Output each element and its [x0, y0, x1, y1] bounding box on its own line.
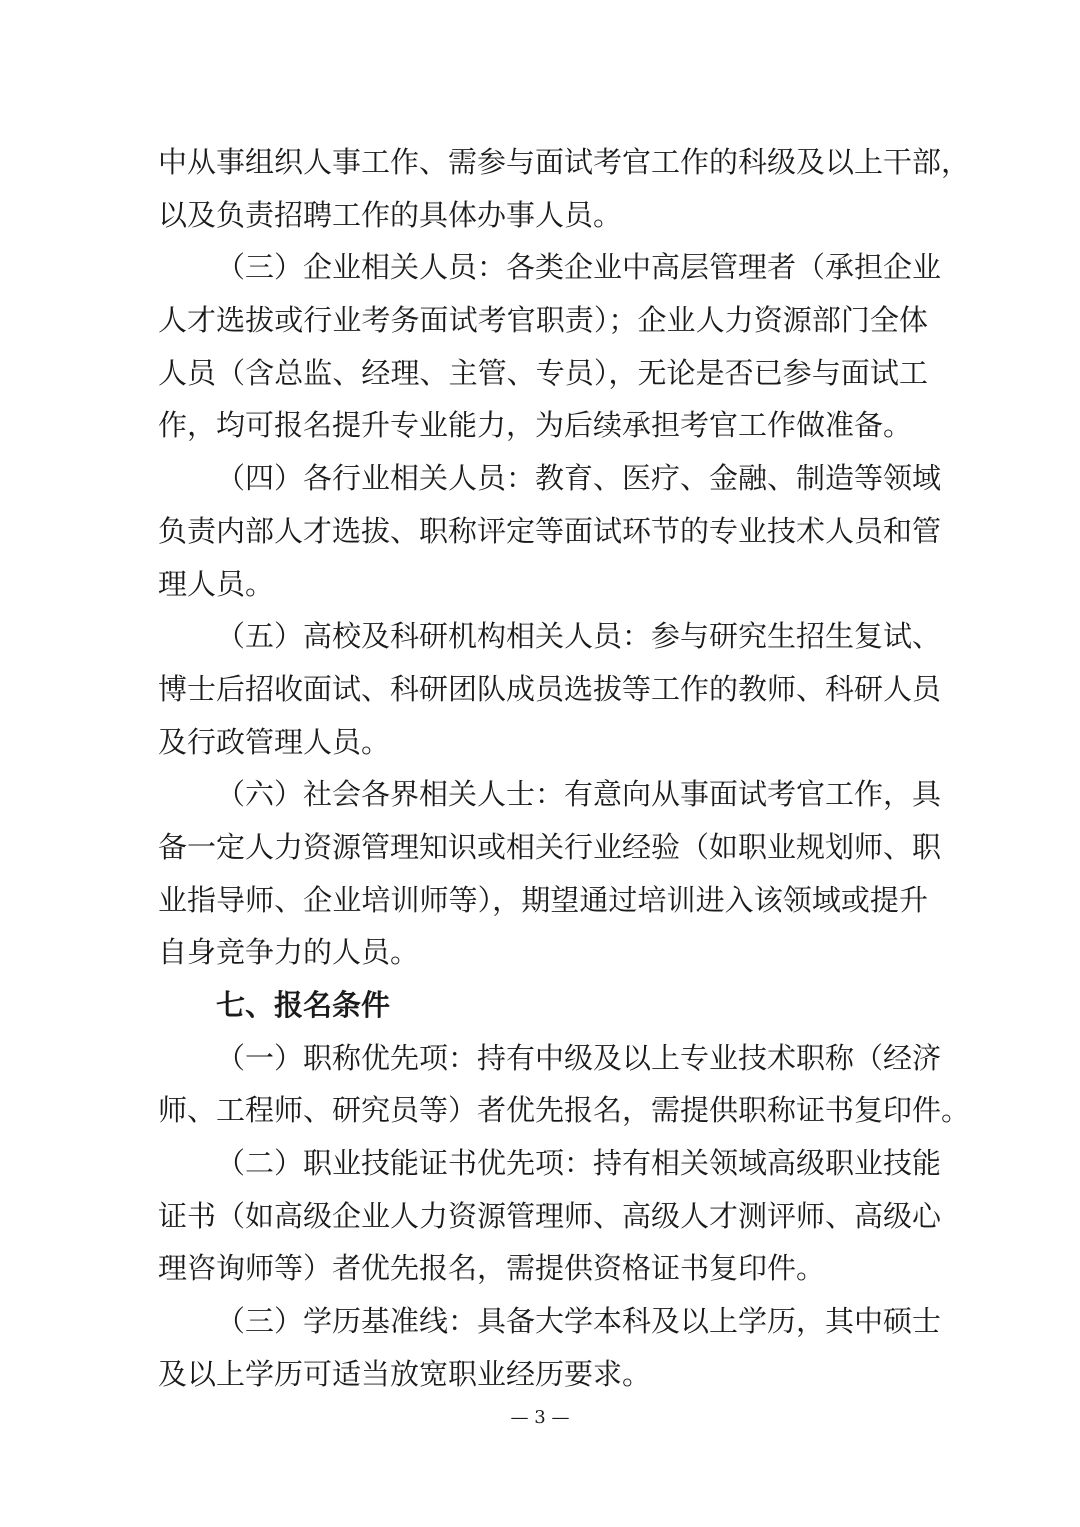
text-line: 理人员。	[158, 566, 275, 601]
text-line: 及行政管理人员。	[158, 724, 391, 759]
text-line: 中从事组织人事工作、需参与面试考官工作的科级及以上干部，	[158, 145, 971, 179]
paragraph-certificate-priority	[158, 1137, 942, 1295]
text-line: 及以上学历可适当放宽职业经历要求。	[158, 1356, 652, 1391]
text-line: （六）社会各界相关人士：有意向从事面试考官工作，具	[216, 777, 942, 812]
text-line: 以及负责招聘工作的具体办事人员。	[158, 197, 623, 232]
document-body	[158, 136, 971, 1401]
text-line: （五）高校及科研机构相关人员：参与研究生招生复试、	[216, 619, 942, 654]
paragraph-title-priority	[158, 1032, 971, 1137]
text-line: 人员（含总监、经理、主管、专员），无论是否已参与面试工	[158, 355, 928, 390]
paragraph-enterprise-personnel	[158, 241, 942, 452]
section-heading: 七、报名条件	[216, 988, 391, 1022]
paragraph-education-baseline	[158, 1295, 942, 1400]
text-line: 理咨询师等）者优先报名，需提供资格证书复印件。	[158, 1251, 826, 1286]
text-line: （三）企业相关人员：各类企业中高层管理者（承担企业	[216, 250, 942, 285]
paragraph-public-personnel	[158, 768, 942, 979]
text-line: 博士后招收面试、科研团队成员选拔等工作的教师、科研人员	[158, 671, 942, 706]
text-line: （二）职业技能证书优先项：持有相关领域高级职业技能	[216, 1146, 942, 1181]
text-line: 作，均可报名提升专业能力，为后续承担考官工作做准备。	[158, 408, 913, 443]
paragraph-industry-personnel	[158, 452, 942, 610]
text-line: 负责内部人才选拔、职称评定等面试环节的专业技术人员和管	[158, 513, 942, 548]
text-line: 自身竞争力的人员。	[158, 935, 420, 970]
page-number: — 3 —	[510, 1407, 570, 1428]
text-line: （一）职称优先项：持有中级及以上专业技术职称（经济	[216, 1040, 942, 1075]
text-line: 人才选拔或行业考务面试考官职责）；企业人力资源部门全体	[158, 303, 928, 338]
text-line: （三）学历基准线：具备大学本科及以上学历，其中硕士	[216, 1304, 942, 1339]
text-line: 证书（如高级企业人力资源管理师、高级人才测评师、高级心	[158, 1198, 942, 1233]
paragraph-university-personnel	[158, 610, 942, 768]
text-line: （四）各行业相关人员：教育、医疗、金融、制造等领域	[216, 461, 942, 496]
text-line: 业指导师、企业培训师等），期望通过培训进入该领域或提升	[158, 882, 928, 917]
text-line: 备一定人力资源管理知识或相关行业经验（如职业规划师、职	[158, 829, 942, 864]
text-line: 师、工程师、研究员等）者优先报名，需提供职称证书复印件。	[158, 1093, 971, 1128]
paragraph-continuation	[158, 136, 971, 241]
